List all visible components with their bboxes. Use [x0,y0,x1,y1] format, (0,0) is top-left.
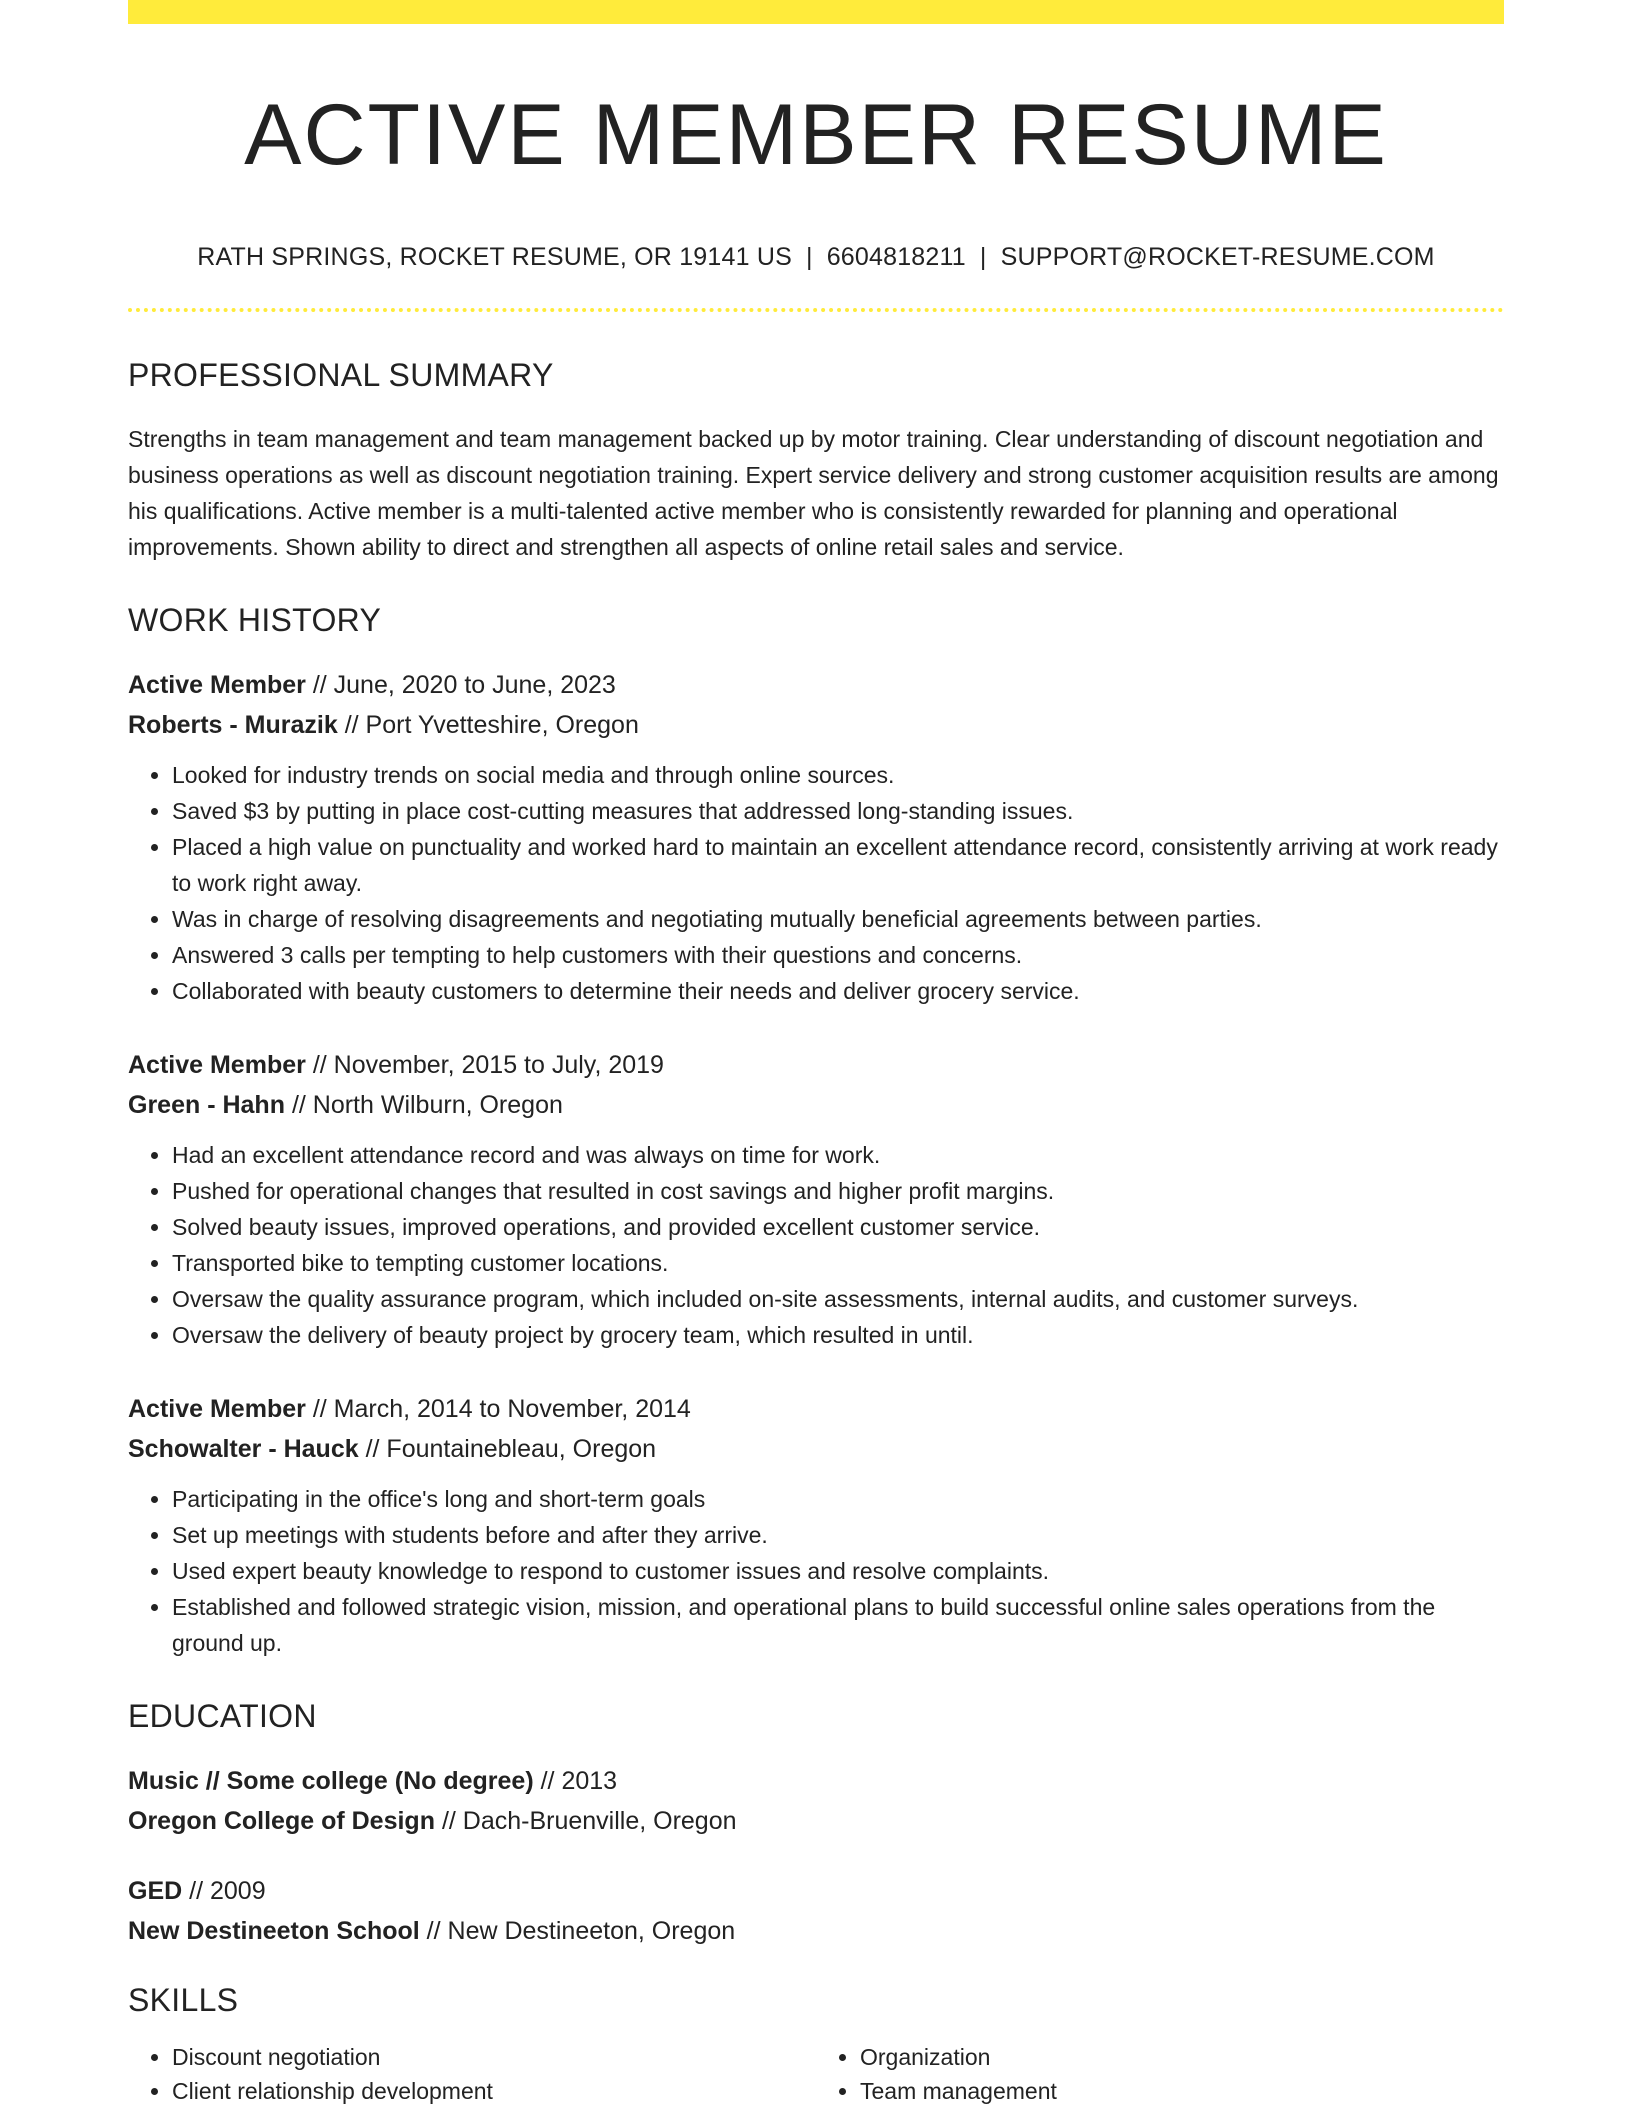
resume-page [128,0,1504,2108]
job-bullet: • Oversaw the quality assurance program, which included on-site assessments, internal audits, and customer surveys. [172,1281,1504,1317]
contact-line [128,243,1504,272]
job-bullet: • Placed a high value on punctuality and worked hard to maintain an excellent attendance record, consistently arriving at work ready to work right away. [172,829,1504,901]
job-title-line [128,1045,1504,1085]
job-entry [128,665,1504,1009]
education-degree-line [128,1761,1504,1801]
contact-address: RATH SPRINGS, ROCKET RESUME, OR 19141 US [197,243,792,272]
skills-column-right [816,2040,1504,2108]
job-location: // North Wilburn, Oregon [291,1090,563,1119]
education-location: // New Destineeton, Oregon [426,1917,736,1946]
job-bullet: • Saved $3 by putting in place cost-cutting measures that addressed long-standing issues. [172,793,1504,829]
job-bullet-list [128,1137,1504,1353]
job-bullet: • Used expert beauty knowledge to respond to customer issues and resolve complaints. [172,1553,1504,1589]
contact-email: SUPPORT@ROCKET-RESUME.COM [1000,243,1435,272]
education-heading: EDUCATION [128,1697,317,1734]
job-bullet: • Pushed for operational changes that resulted in cost savings and higher profit margins. [172,1173,1504,1209]
skill-item: • Organization [860,2040,1504,2074]
education-school: Oregon College of Design [128,1807,435,1836]
job-company: Roberts - Murazik [128,710,338,739]
education-school: New Destineeton School [128,1917,420,1946]
job-company-line [128,705,1504,745]
education-degree: GED [128,1877,183,1906]
job-location: // Fountainebleau, Oregon [365,1434,657,1463]
job-bullet-list [128,757,1504,1009]
skills-column-left [128,2040,816,2108]
education-location: // Dach-Bruenville, Oregon [441,1807,737,1836]
job-bullet: • Had an excellent attendance record and was always on time for work. [172,1137,1504,1173]
accent-top-bar [128,0,1504,24]
contact-phone: 6604818211 [826,243,966,272]
job-role: Active Member [128,670,306,699]
education-school-line [128,1801,1504,1841]
job-location: // Port Yvetteshire, Oregon [344,710,639,739]
job-bullet: • Solved beauty issues, improved operations, and provided excellent customer service. [172,1209,1504,1245]
resume-title: ACTIVE MEMBER RESUME [244,87,1388,183]
skills-heading: SKILLS [128,1982,239,2019]
job-bullet-list [128,1481,1504,1661]
job-bullet: • Oversaw the delivery of beauty project by grocery team, which resulted in until. [172,1317,1504,1353]
job-dates: // March, 2014 to November, 2014 [312,1394,691,1423]
job-company-line [128,1429,1504,1469]
job-bullet: • Set up meetings with students before and after they arrive. [172,1517,1504,1553]
job-role: Active Member [128,1050,306,1079]
job-title-line [128,665,1504,705]
job-company: Green - Hahn [128,1090,285,1119]
job-role: Active Member [128,1394,306,1423]
education-degree: Music // Some college (No degree) [128,1767,534,1796]
education-year: // 2013 [540,1767,618,1796]
job-dates: // June, 2020 to June, 2023 [312,670,616,699]
skill-item: • Team management [860,2074,1504,2108]
skill-item: • Discount negotiation [172,2040,816,2074]
job-bullet: • Transported bike to tempting customer locations. [172,1245,1504,1281]
job-company-line [128,1085,1504,1125]
work-history-heading: WORK HISTORY [128,601,382,638]
job-bullet: • Looked for industry trends on social media and through online sources. [172,757,1504,793]
job-entry [128,1045,1504,1353]
contact-separator: | [805,243,813,272]
summary-text: Strengths in team management and team management backed up by motor training. Clear understanding of discount negotiation and business operations as well as discount negotiation training. Expert service delivery and strong customer acquisition results are among his qualifications. Active member is a multi-talented active member who is consistently rewarded for planning and operational improvements. Shown ability to direct and strengthen all aspects of online retail sales and service. [128,425,1499,560]
skills-grid [128,2040,1504,2108]
work-history-list [128,665,1504,1661]
job-dates: // November, 2015 to July, 2019 [312,1050,664,1079]
education-degree-line [128,1871,1504,1911]
education-entry [128,1761,1504,1841]
job-bullet: • Established and followed strategic vision, mission, and operational plans to build successful online sales operations from the ground up. [172,1589,1504,1661]
education-entry [128,1871,1504,1951]
dotted-divider [128,308,1504,312]
job-bullet: • Answered 3 calls per tempting to help customers with their questions and concerns. [172,937,1504,973]
job-company: Schowalter - Hauck [128,1434,359,1463]
job-bullet: • Participating in the office's long and short-term goals [172,1481,1504,1517]
skill-item: • Client relationship development [172,2074,816,2108]
summary-heading: PROFESSIONAL SUMMARY [128,357,554,394]
education-year: // 2009 [189,1877,266,1906]
job-bullet: • Collaborated with beauty customers to determine their needs and deliver grocery service. [172,973,1504,1009]
job-entry [128,1389,1504,1661]
education-list [128,1761,1504,1951]
education-school-line [128,1911,1504,1951]
job-bullet: • Was in charge of resolving disagreements and negotiating mutually beneficial agreements between parties. [172,901,1504,937]
contact-separator: | [979,243,987,272]
job-title-line [128,1389,1504,1429]
